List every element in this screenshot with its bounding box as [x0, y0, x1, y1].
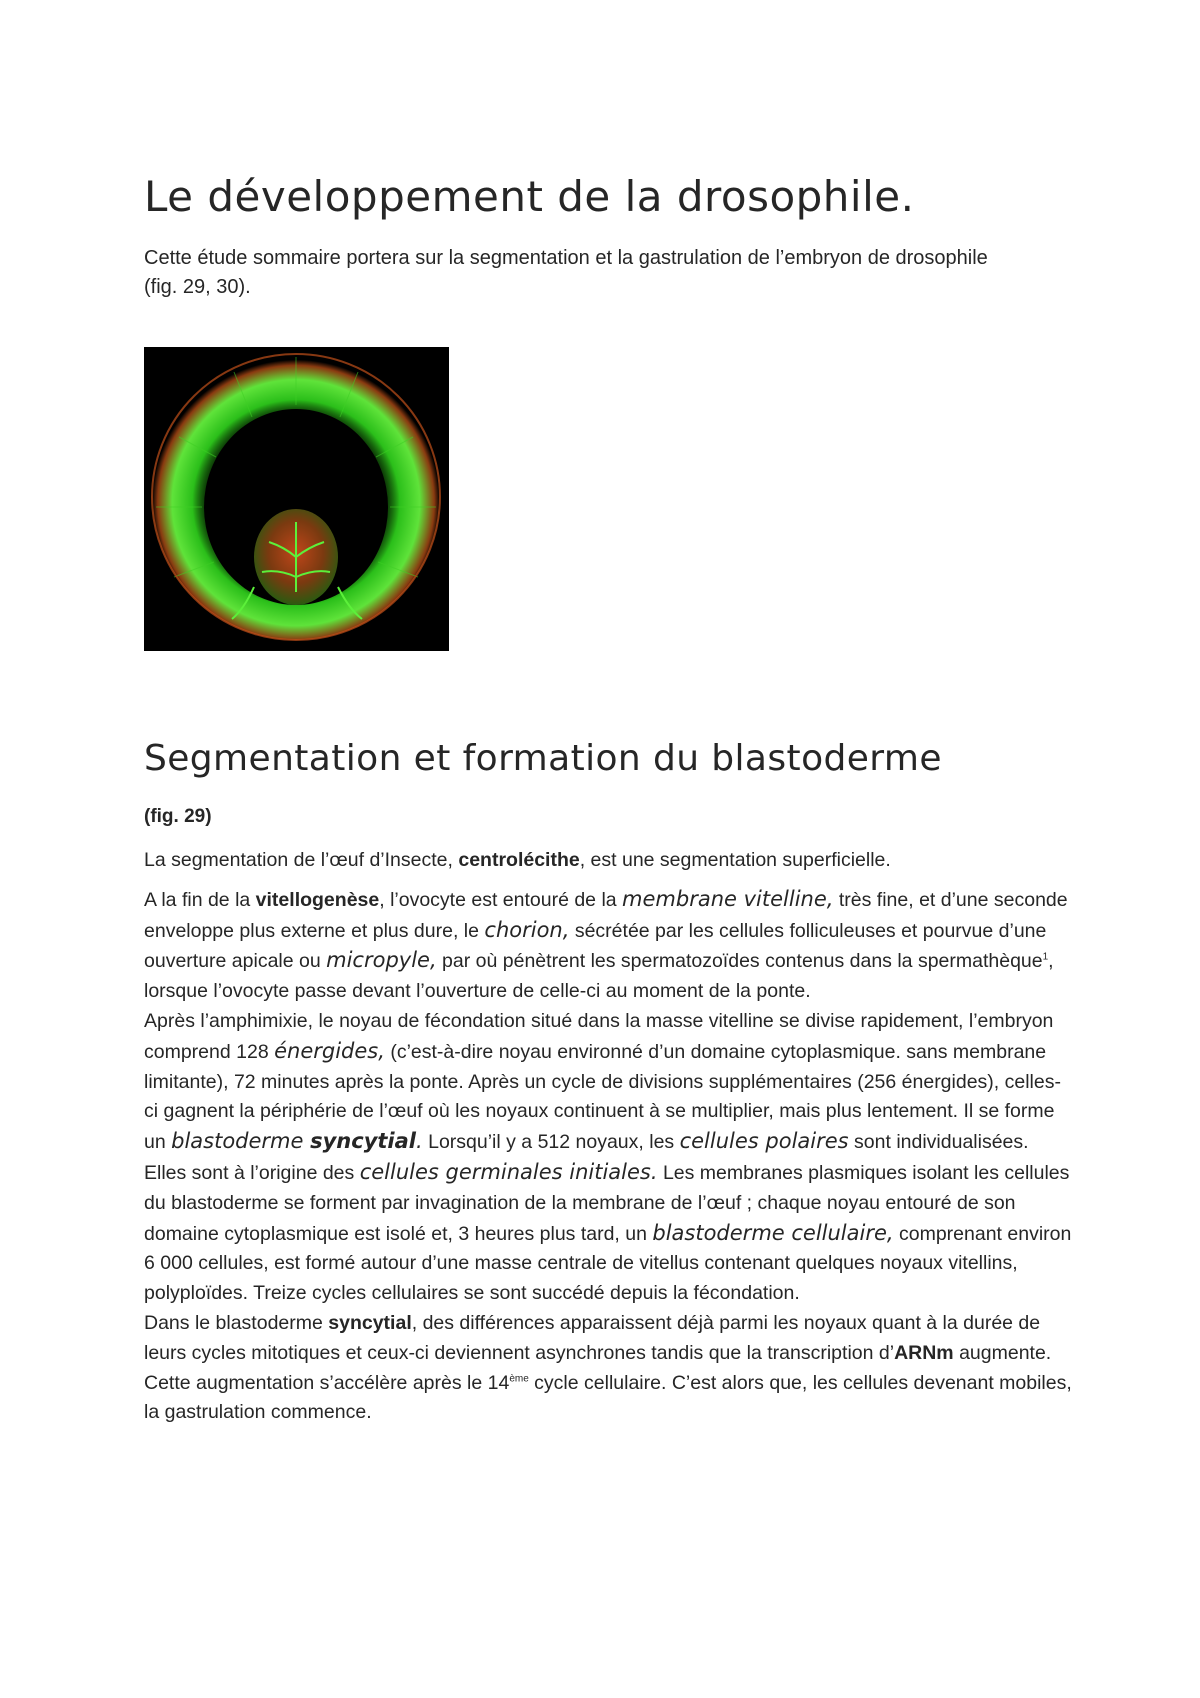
text-run: augmente. Cette augmentation s’accélère après le 14 — [144, 1341, 1052, 1394]
text-run: très fine, et d’une seconde enveloppe plus externe et plus dure, le — [144, 888, 1068, 942]
text-run: comprenant environ 6 000 cellules, est formé autour d’une masse centrale de vitellus contenant quelques noyaux vitellins, polyploïdes. Treize cycles cellulaires se sont succédé depuis la fécondation. — [144, 1222, 1072, 1305]
term-blastoderme-cellulaire: blastoderme cellulaire, — [652, 1220, 894, 1245]
paragraph-1 — [144, 846, 1074, 876]
term-chorion: chorion, — [484, 917, 570, 942]
text-run: par où pénètrent les spermatozoïdes contenus dans la spermathèque — [436, 950, 1043, 973]
footnote-marker: 1 — [1042, 951, 1049, 963]
term-blastoderme: blastoderme — [171, 1129, 311, 1154]
text-run: , est une segmentation superficielle. — [579, 849, 891, 871]
text-run: cycle cellulaire. C’est alors que, les cellules devenant mobiles, la gastrulation commence. — [144, 1371, 1072, 1424]
text-run: (c’est-à-dire noyau environné d’un domaine cytoplasmique. sans membrane limitante), 72 minutes après la ponte. Après un cycle de divisions supplémentaires (256 énergides), celles-ci gagnent la périphérie de l’œuf où les noyaux continuent à se multiplier, mais plus lentement. Il se forme un — [144, 1040, 1061, 1154]
term-centrolecithe: centrolécithe — [458, 849, 580, 871]
embryo-illustration — [144, 347, 449, 651]
drosophila-embryo-image — [144, 347, 449, 651]
term-energides: énergides, — [274, 1038, 385, 1063]
text-run: . — [416, 1129, 423, 1154]
text-run: Après l’amphimixie, le noyau de fécondation situé dans la masse vitelline se divise rapidement, l’embryon comprend 128 — [144, 1009, 1054, 1063]
page-title: Le développement de la drosophile. — [144, 172, 915, 221]
term-cellules-germinales: cellules germinales initiales. — [359, 1159, 658, 1184]
text-run: , des différences apparaissent déjà parmi les noyaux quant à la durée de leurs cycles mitotiques et ceux-ci deviennent asynchrones tandis que la transcription d’ — [144, 1311, 1041, 1364]
text-run: Lorsqu’il y a 512 noyaux, les — [422, 1131, 680, 1154]
term-syncytial: syncytial — [310, 1129, 416, 1154]
term-micropyle: micropyle, — [326, 948, 437, 973]
intro-paragraph: Cette étude sommaire portera sur la segmentation et la gastrulation de l’embryon de drosophile (fig. 29, 30). — [144, 247, 988, 298]
term-cellules-polaires: cellules polaires — [679, 1129, 849, 1154]
ordinal-suffix: ème — [509, 1373, 529, 1385]
text-run: sécrétée par les cellules folliculeuses et pourvue d’une ouverture apicale ou — [144, 919, 1047, 973]
term-syncytial: syncytial — [328, 1311, 412, 1334]
figure-reference: (fig. 29) — [144, 806, 212, 827]
text-run: Les membranes plasmiques isolant les cellules du blastoderme se forment par invagination de la membrane de l’œuf ; chaque noyau entouré de son domaine cytoplasmique est isolé et, 3 heures plus tard, un — [144, 1161, 1070, 1245]
term-vitellogenese: vitellogenèse — [255, 888, 380, 911]
text-run: , lorsque l’ovocyte passe devant l’ouverture de celle-ci au moment de la ponte. — [144, 950, 1054, 1003]
text-run: Dans le blastoderme — [144, 1311, 329, 1334]
paragraph-4 — [144, 1309, 1074, 1428]
term-arnm: ARNm — [894, 1341, 954, 1364]
text-run: La segmentation de l’œuf d’Insecte, — [144, 849, 459, 871]
section-heading: Segmentation et formation du blastoderme — [144, 738, 942, 779]
paragraph-3 — [144, 1007, 1074, 1309]
paragraph-2 — [144, 885, 1074, 1007]
text-run: , l’ovocyte est entouré de la — [379, 888, 623, 911]
text-run: A la fin de la — [144, 888, 256, 911]
term-membrane-vitelline: membrane vitelline, — [622, 886, 834, 911]
text-run: sont individualisées. Elles sont à l’origine des — [144, 1131, 1029, 1184]
section-body — [144, 846, 1074, 1428]
